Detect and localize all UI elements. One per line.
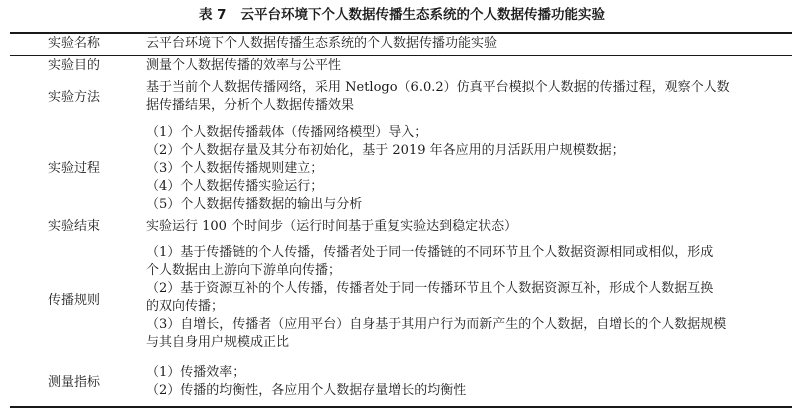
row-label: 实验过程	[47, 161, 100, 176]
row-label: 实验目的	[47, 58, 100, 73]
bottom-rule	[10, 406, 792, 408]
content-line: 个人数据由上游向下游单向传播；	[146, 263, 342, 278]
row-label: 实验名称	[47, 36, 100, 51]
content-line: 云平台环境下个人数据传播生态系统的个人数据传播功能实验	[146, 36, 498, 51]
content-line: （2）传播的均衡性，各应用个人数据存量增长的均衡性	[146, 383, 467, 398]
table-caption	[0, 6, 804, 24]
row-content	[146, 218, 792, 236]
row-content	[146, 79, 792, 115]
content-line: 测量个人数据传播的效率与公平性	[146, 58, 342, 73]
row-label: 实验方法	[47, 90, 100, 105]
row-label: 测量指标	[47, 375, 100, 390]
row-label: 实验结束	[47, 219, 100, 234]
table-number: 表 7	[198, 7, 227, 23]
content-line: 基于当前个人数据传播网络，采用 Netlogo（6.0.2）仿真平台模拟个人数据的传播过程，观察个人数	[146, 80, 730, 95]
content-line: （3）个人数据传播规则建立；	[146, 161, 324, 176]
content-line: （5）个人数据传播数据的输出与分析	[146, 197, 363, 212]
content-line: 与其自身用户规模成正比	[146, 335, 290, 350]
row-content	[146, 57, 792, 75]
row-label: 传播规则	[47, 293, 100, 308]
row-content	[146, 35, 792, 53]
content-line: （1）传播效率；	[146, 365, 246, 380]
table-title: 云平台环境下个人数据传播生态系统的个人数据传播功能实验	[240, 7, 606, 23]
top-rule	[10, 32, 792, 34]
content-line: （2）个人数据存量及其分布初始化，基于 2019 年各应用的月活跃用户规模数据；	[146, 143, 625, 158]
content-line: （1）基于传播链的个人传播，传播者处于同一传播链的不同环节且个人数据资源相同或相似，形成	[146, 245, 714, 260]
content-line: 的双向传播；	[146, 299, 225, 314]
content-line: （4）个人数据传播实验运行；	[146, 179, 324, 194]
content-line: （3）自增长，传播者（应用平台）自身基于其用户行为而新产生的个人数据，自增长的个人数据规模	[146, 317, 727, 332]
content-line: （1）个人数据传播载体（传播网络模型）导入；	[146, 125, 428, 140]
content-line: 实验运行 100 个时间步（运行时间基于重复实验达到稳定状态）	[146, 219, 518, 234]
row-content	[146, 244, 792, 352]
row-content	[146, 364, 792, 400]
row-content	[146, 124, 792, 214]
content-line: 据传播结果，分析个人数据传播效果	[146, 98, 355, 113]
header-rule	[10, 55, 792, 56]
content-line: （2）基于资源互补的个人传播，传播者处于同一传播环节且个人数据资源互补，形成个人数据互换	[146, 281, 714, 296]
